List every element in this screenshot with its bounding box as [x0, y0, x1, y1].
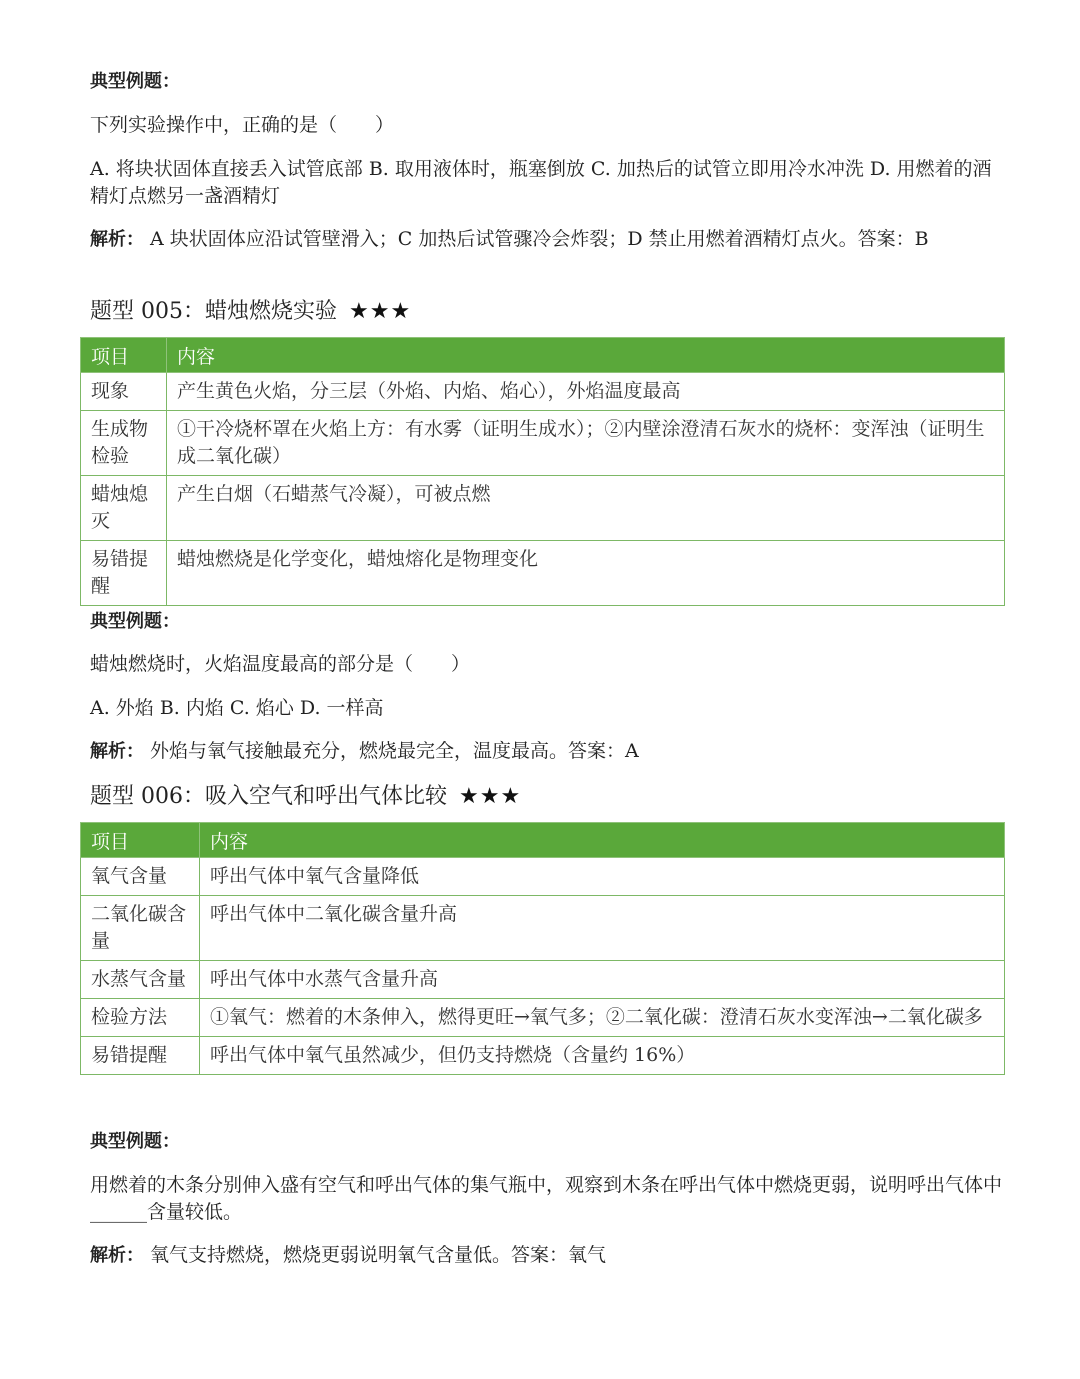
heading-title: 题型 006：吸入空气和呼出气体比较	[90, 784, 447, 809]
row-content: 呼出气体中氧气含量降低	[200, 858, 1005, 896]
row-content: 产生白烟（石蜡蒸气冷凝），可被点燃	[167, 476, 1005, 541]
question-text: 用燃着的木条分别伸入盛有空气和呼出气体的集气瓶中，观察到木条在呼出气体中燃烧更弱，说明呼出气体中______含量较低。	[90, 1174, 1003, 1223]
row-item: 氧气含量	[81, 858, 200, 896]
table-header-row	[81, 823, 1005, 858]
row-item: 检验方法	[81, 999, 200, 1037]
row-content: ①氧气：燃着的木条伸入，燃得更旺→氧气多；②二氧化碳：澄清石灰水变浑浊→二氧化碳多	[200, 999, 1005, 1037]
knowledge-table-005	[80, 337, 1005, 606]
table-row	[81, 896, 1005, 961]
analysis-text: 氧气支持燃烧，燃烧更弱说明氧气含量低。答案：氧气	[150, 1244, 607, 1266]
table-row	[81, 411, 1005, 476]
row-item: 蜡烛熄灭	[81, 476, 167, 541]
table-row	[81, 476, 1005, 541]
table-row	[81, 858, 1005, 896]
header-content: 内容	[167, 338, 1005, 373]
header-item: 项目	[81, 823, 200, 858]
section-heading-005	[90, 297, 411, 327]
star-rating: ★★★	[349, 299, 412, 324]
row-content: 产生黄色火焰，分三层（外焰、内焰、焰心），外焰温度最高	[167, 373, 1005, 411]
row-item: 现象	[81, 373, 167, 411]
example-label: 典型例题：	[90, 611, 180, 632]
row-item: 生成物检验	[81, 411, 167, 476]
question-text: 蜡烛燃烧时，火焰温度最高的部分是（ ）	[90, 653, 471, 675]
table-row	[81, 999, 1005, 1037]
star-rating: ★★★	[459, 784, 522, 809]
knowledge-table-006	[80, 822, 1005, 1075]
analysis-label: 解析：	[90, 1245, 144, 1266]
row-item: 易错提醒	[81, 541, 167, 606]
analysis-label: 解析：	[90, 741, 144, 762]
analysis-paragraph	[90, 738, 1010, 765]
table-row	[81, 1037, 1005, 1075]
question-text: 下列实验操作中，正确的是（ ）	[90, 114, 395, 136]
options-text: A. 外焰 B. 内焰 C. 焰心 D. 一样高	[90, 697, 384, 719]
analysis-label: 解析：	[90, 229, 144, 250]
row-content: 蜡烛燃烧是化学变化，蜡烛熔化是物理变化	[167, 541, 1005, 606]
analysis-paragraph	[90, 226, 1010, 253]
row-content: 呼出气体中水蒸气含量升高	[200, 961, 1005, 999]
options-text: A. 将块状固体直接丢入试管底部 B. 取用液体时，瓶塞倒放 C. 加热后的试管立即用冷水冲洗 D. 用燃着的酒精灯点燃另一盏酒精灯	[90, 158, 992, 207]
table-row	[81, 961, 1005, 999]
analysis-paragraph	[90, 1242, 1010, 1269]
section-heading-006	[90, 782, 521, 812]
row-item: 易错提醒	[81, 1037, 200, 1075]
header-content: 内容	[200, 823, 1005, 858]
analysis-text: 外焰与氧气接触最充分，燃烧最完全，温度最高。答案：A	[150, 740, 639, 762]
example-label: 典型例题：	[90, 71, 180, 92]
row-item: 二氧化碳含量	[81, 896, 200, 961]
example-label: 典型例题：	[90, 1131, 180, 1152]
analysis-text: A 块状固体应沿试管壁滑入；C 加热后试管骤冷会炸裂；D 禁止用燃着酒精灯点火。答案：B	[150, 228, 929, 250]
heading-title: 题型 005：蜡烛燃烧实验	[90, 299, 337, 324]
table-row	[81, 541, 1005, 606]
row-content: 呼出气体中二氧化碳含量升高	[200, 896, 1005, 961]
table-row	[81, 373, 1005, 411]
row-item: 水蒸气含量	[81, 961, 200, 999]
table-header-row	[81, 338, 1005, 373]
header-item: 项目	[81, 338, 167, 373]
row-content: 呼出气体中氧气虽然减少，但仍支持燃烧（含量约 16%）	[200, 1037, 1005, 1075]
row-content: ①干冷烧杯罩在火焰上方：有水雾（证明生成水）；②内壁涂澄清石灰水的烧杯：变浑浊（证明生成二氧化碳）	[167, 411, 1005, 476]
